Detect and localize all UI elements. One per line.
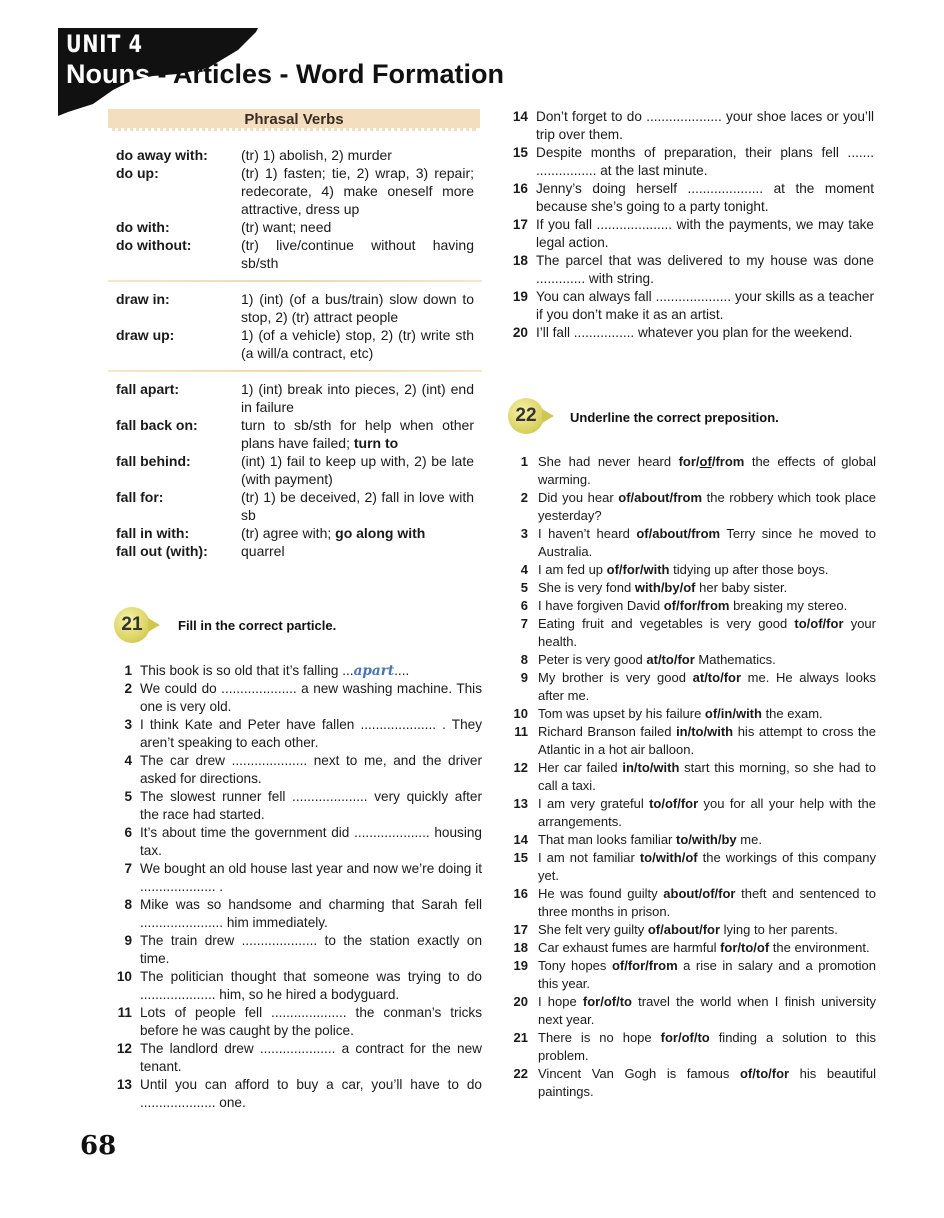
- phrasal-verb-definition: [241, 524, 474, 542]
- item-text-after: start this morning, so she had to call a taxi.: [538, 760, 876, 793]
- item-text: Jenny’s doing herself .................... at the moment because she’s going to a party tonight.: [536, 181, 874, 214]
- item-text: [538, 957, 876, 993]
- underlined-example-answer: of: [699, 454, 712, 469]
- exercise-item: [508, 795, 876, 831]
- exercise-21-list-right: [508, 108, 874, 342]
- item-text: [538, 489, 876, 525]
- exercise-item: [508, 579, 876, 597]
- preposition-options: in/to/with: [622, 760, 680, 775]
- definition-text: 1) (int) (of a bus/train) slow down to stop, 2) (tr) attract people: [241, 291, 474, 325]
- preposition-options: to/with/by: [676, 832, 737, 847]
- item-text-after: the workings of this company yet.: [538, 850, 877, 883]
- preposition-options: of/for/with: [606, 562, 670, 577]
- phrasal-verb-entry: [116, 326, 474, 362]
- item-text-before: Her car failed: [538, 760, 623, 775]
- item-text: Until you can afford to buy a car, you’ll have to do .................... one.: [140, 1077, 482, 1110]
- exercise-item: [114, 1076, 482, 1112]
- definition-text: (tr) live/continue without having sb/sth: [241, 237, 474, 271]
- preposition-options: about/of/for: [663, 886, 736, 901]
- exercise-item: [508, 252, 874, 288]
- item-text: [538, 1065, 876, 1101]
- item-text: The car drew .................... next to me, and the driver asked for directions.: [140, 753, 482, 786]
- item-number: 15: [512, 145, 528, 160]
- preposition-options: of/about/from: [618, 490, 703, 505]
- exercise-item: [508, 849, 876, 885]
- phrasal-verb-entry: [116, 416, 474, 452]
- exercise-item: [508, 1065, 876, 1101]
- item-text: Don’t forget to do .................... your shoe laces or you’ll trip over them.: [536, 109, 874, 142]
- item-text-after: lying to her parents.: [720, 922, 838, 937]
- phrasal-verb-term: do up:: [116, 165, 159, 181]
- item-number: 4: [520, 562, 528, 577]
- item-text: [538, 795, 876, 831]
- item-number: 6: [520, 598, 528, 613]
- item-text-before: My brother is very good: [538, 670, 693, 685]
- item-text-after: me. He always looks after me.: [538, 670, 876, 703]
- exercise-item: [508, 597, 876, 615]
- item-text: [538, 525, 876, 561]
- phrasal-verb-entry: [116, 380, 474, 416]
- exercise-22-badge: 22: [508, 398, 544, 434]
- phrasal-verb-term: fall behind:: [116, 453, 191, 469]
- item-number: 13: [513, 796, 528, 811]
- item-text: [538, 579, 876, 597]
- chapter-title: [66, 59, 504, 90]
- phrasal-verb-definition: [241, 542, 474, 560]
- phrasal-verb-term: do with:: [116, 219, 170, 235]
- item-text-before: He was found guilty: [538, 886, 664, 901]
- item-text-before: I have forgiven David: [538, 598, 664, 613]
- phrasal-verb-entry: [116, 218, 474, 236]
- item-text-before: Richard Branson failed: [538, 724, 677, 739]
- item-text-before: Peter is very good: [538, 652, 647, 667]
- item-text-after: the effects of global warming.: [538, 454, 876, 487]
- definition-text: turn to sb/sth for help when other plans have failed;: [241, 417, 474, 451]
- phrasal-verb-entry: [116, 452, 474, 488]
- item-number: 5: [124, 789, 132, 804]
- item-text: The parcel that was delivered to my house was done ............. with string.: [536, 253, 874, 286]
- exercise-item: [508, 885, 876, 921]
- item-text-after: tidying up after those boys.: [669, 562, 829, 577]
- exercise-item: [508, 615, 876, 651]
- chapter-title-part2: - Articles - Word Formation: [150, 59, 505, 89]
- exercise-item: [508, 1029, 876, 1065]
- definition-text: 1) (int) break into pieces, 2) (int) end in failure: [241, 381, 474, 415]
- definition-text: (tr) agree with;: [241, 525, 336, 541]
- exercise-item: [114, 860, 482, 896]
- item-number: 12: [513, 760, 528, 775]
- definition-text: (int) 1) fail to keep up with, 2) be late (with payment): [241, 453, 474, 487]
- item-number: 20: [512, 325, 528, 340]
- definition-synonym: go along with: [335, 525, 426, 541]
- item-number: 18: [513, 940, 528, 955]
- section-divider: [108, 280, 482, 282]
- preposition-options: of/in/with: [704, 706, 762, 721]
- exercise-item: [508, 705, 876, 723]
- exercise-item: [114, 716, 482, 752]
- item-number: 19: [513, 958, 528, 973]
- exercise-item: [508, 108, 874, 144]
- item-number: 15: [513, 850, 528, 865]
- item-text-after: breaking my stereo.: [729, 598, 848, 613]
- item-text-before: She had never heard: [538, 454, 679, 469]
- phrasal-verb-definition: [241, 290, 474, 326]
- item-number: 3: [124, 717, 132, 732]
- exercise-item: [114, 752, 482, 788]
- item-text: [538, 651, 876, 669]
- preposition-options: of/about/from: [636, 526, 721, 541]
- item-text-after: your health.: [538, 616, 876, 649]
- item-text-after: you for all your help with the arrangements.: [538, 796, 876, 829]
- exercise-item: [114, 824, 482, 860]
- item-text: I’ll fall ................ whatever you plan for the weekend.: [536, 325, 853, 340]
- exercise-item: [508, 759, 876, 795]
- phrasal-verb-definition: [241, 218, 474, 236]
- phrasal-verb-term: fall back on:: [116, 417, 198, 433]
- exercise-item: [508, 216, 874, 252]
- exercise-item: [508, 651, 876, 669]
- phrasal-verb-definition: [241, 416, 474, 452]
- item-text-after: the environment.: [769, 940, 870, 955]
- item-text: I think Kate and Peter have fallen .................... . They aren’t speaking to each other.: [140, 717, 482, 750]
- item-number: 4: [124, 753, 132, 768]
- item-text: [538, 705, 876, 723]
- preposition-options: of/about/for: [647, 922, 721, 937]
- exercise-item: [508, 921, 876, 939]
- item-text-after: theft and sentenced to three months in prison.: [538, 886, 876, 919]
- item-text-before: I haven’t heard: [538, 526, 637, 541]
- phrasal-verb-definition: [241, 380, 474, 416]
- phrasal-verb-definition: [241, 488, 474, 524]
- preposition-options: for/of/to: [582, 994, 632, 1009]
- item-number: 9: [520, 670, 528, 685]
- example-answer: apart: [353, 663, 395, 679]
- item-number: 17: [512, 217, 528, 232]
- item-text-before: Tom was upset by his failure: [538, 706, 705, 721]
- item-text-after: the exam.: [761, 706, 823, 721]
- preposition-options: for/to/of: [720, 940, 770, 955]
- item-number: 7: [520, 616, 528, 631]
- item-text: If you fall .................... with the payments, we may take legal action.: [536, 217, 874, 250]
- item-number: 16: [512, 181, 528, 196]
- item-number: 1: [520, 454, 528, 469]
- item-text-before: She felt very guilty: [538, 922, 648, 937]
- exercise-21-list-left: [114, 662, 482, 1112]
- exercise-22-list: [508, 453, 876, 1101]
- item-number: 13: [116, 1077, 132, 1092]
- item-text: [538, 939, 876, 957]
- item-text-before: I am very grateful: [538, 796, 650, 811]
- phrasal-verb-definition: [241, 326, 474, 362]
- item-text-before: I hope: [538, 994, 583, 1009]
- phrasal-verb-entry: [116, 164, 474, 218]
- preposition-options: of/to/for: [739, 1066, 790, 1081]
- item-number: 18: [512, 253, 528, 268]
- preposition-options: of/for/from: [611, 958, 678, 973]
- phrasal-verb-definition: [241, 452, 474, 488]
- item-text: The politician thought that someone was trying to do .................... him, so he hired a bodyguard.: [140, 969, 482, 1002]
- preposition-options: to/with/of: [639, 850, 698, 865]
- item-text-after: Terry since he moved to Australia.: [538, 526, 876, 559]
- item-text-after: the robbery which took place yesterday?: [538, 490, 876, 523]
- item-text-before: There is no hope: [538, 1030, 661, 1045]
- item-number: 14: [513, 832, 528, 847]
- exercise-item: [508, 669, 876, 705]
- item-text: [538, 453, 876, 489]
- exercise-21-badge: 21: [114, 607, 150, 643]
- exercise-item: [508, 489, 876, 525]
- exercise-item: [508, 180, 874, 216]
- exercise-item: [508, 831, 876, 849]
- phrasal-verb-term: fall in with:: [116, 525, 190, 541]
- exercise-item: [114, 1040, 482, 1076]
- item-text-after: his attempt to cross the Atlantic in a hot air balloon.: [538, 724, 876, 757]
- option-text: for/: [678, 454, 700, 469]
- item-number: 5: [520, 580, 528, 595]
- definition-synonym: turn to: [353, 435, 399, 451]
- exercise-item: [114, 788, 482, 824]
- exercise-item: [508, 288, 874, 324]
- exercise-item: [114, 968, 482, 1004]
- exercise-item: [508, 723, 876, 759]
- item-text-before: This book is so old that it’s falling ...: [140, 663, 354, 678]
- phrasal-verb-term: do away with:: [116, 147, 208, 163]
- phrasal-verb-term: do without:: [116, 237, 192, 253]
- item-number: 14: [512, 109, 528, 124]
- item-text-before: Eating fruit and vegetables is very good: [538, 616, 795, 631]
- item-number: 21: [513, 1030, 528, 1045]
- exercise-item: [114, 932, 482, 968]
- exercise-21-instruction: Fill in the correct particle.: [178, 618, 337, 633]
- item-number: 9: [124, 933, 132, 948]
- item-text-before: Did you hear: [538, 490, 619, 505]
- exercise-item: [508, 561, 876, 579]
- item-text: [538, 1029, 876, 1065]
- option-text: /from: [711, 454, 745, 469]
- phrasal-verbs-table: [116, 146, 474, 560]
- item-number: 2: [520, 490, 528, 505]
- item-text: It’s about time the government did .................... housing tax.: [140, 825, 482, 858]
- phrasal-verb-term: draw up:: [116, 327, 175, 343]
- item-number: 8: [124, 897, 132, 912]
- item-text: [140, 662, 482, 680]
- item-number: 11: [117, 1005, 132, 1020]
- item-number: 22: [513, 1066, 528, 1081]
- phrasal-verb-entry: [116, 146, 474, 164]
- unit-label: UNIT 4: [66, 30, 143, 58]
- item-number: 17: [513, 922, 528, 937]
- exercise-item: [508, 957, 876, 993]
- exercise-item: [114, 680, 482, 716]
- item-text: [538, 669, 876, 705]
- item-text: [538, 561, 876, 579]
- definition-text: (tr) 1) be deceived, 2) fall in love with sb: [241, 489, 474, 523]
- definition-text: (tr) 1) fasten; tie, 2) wrap, 3) repair; redecorate, 4) make oneself more attractive, dress up: [241, 165, 474, 217]
- item-number: 19: [512, 289, 528, 304]
- item-text-before: I am fed up: [538, 562, 607, 577]
- section-divider: [108, 370, 482, 372]
- item-number: 2: [124, 681, 132, 696]
- item-text-after: ....: [394, 663, 410, 678]
- exercise-item: [508, 939, 876, 957]
- item-text-before: Car exhaust fumes are harmful: [538, 940, 721, 955]
- phrasal-verb-term: fall apart:: [116, 381, 180, 397]
- exercise-item: [508, 324, 874, 342]
- phrasal-verbs-heading: Phrasal Verbs: [108, 109, 480, 131]
- item-text: Mike was so handsome and charming that Sarah fell ...................... him immediately.: [140, 897, 482, 930]
- item-number: 7: [124, 861, 132, 876]
- phrasal-verb-definition: [241, 236, 474, 272]
- item-text-after: me.: [736, 832, 762, 847]
- item-text: We could do .................... a new washing machine. This one is very old.: [140, 681, 482, 714]
- item-text: Lots of people fell .................... the conman’s tricks before he was caught by the police.: [140, 1005, 482, 1038]
- phrasal-verb-entry: [116, 488, 474, 524]
- item-text: [538, 921, 876, 939]
- item-text: The landlord drew .................... a contract for the new tenant.: [140, 1041, 482, 1074]
- item-text: [538, 831, 876, 849]
- item-number: 3: [520, 526, 528, 541]
- item-text-before: She is very fond: [538, 580, 635, 595]
- definition-text: 1) (of a vehicle) stop, 2) (tr) write sth (a will/a contract, etc): [241, 327, 474, 361]
- preposition-options: in/to/with: [676, 724, 734, 739]
- preposition-options: with/by/of: [634, 580, 696, 595]
- preposition-options: to/of/for: [794, 616, 844, 631]
- item-text-after: a rise in salary and a promotion this year.: [538, 958, 877, 991]
- item-number: 11: [514, 724, 528, 739]
- item-text: Despite months of preparation, their plans fell ....... ................ at the last minute.: [536, 145, 874, 178]
- phrasal-verb-term: fall out (with):: [116, 543, 208, 559]
- item-number: 10: [513, 706, 528, 721]
- exercise-item: [508, 525, 876, 561]
- phrasal-verb-term: fall for:: [116, 489, 164, 505]
- phrasal-verb-entry: [116, 542, 474, 560]
- phrasal-verb-entry: [116, 236, 474, 272]
- item-text-before: Vincent Van Gogh is famous: [538, 1066, 740, 1081]
- phrasal-verb-definition: [241, 164, 474, 218]
- exercise-item: [114, 896, 482, 932]
- preposition-options: [679, 454, 745, 469]
- item-text: [538, 723, 876, 759]
- item-number: 8: [520, 652, 528, 667]
- item-text-after: his beautiful paintings.: [538, 1066, 876, 1099]
- preposition-options: at/to/for: [646, 652, 695, 667]
- item-number: 6: [124, 825, 132, 840]
- phrasal-verb-entry: [116, 524, 474, 542]
- item-number: 10: [116, 969, 132, 984]
- phrasal-verb-entry: [116, 290, 474, 326]
- item-text-after: Mathematics.: [694, 652, 776, 667]
- item-text: The train drew .................... to the station exactly on time.: [140, 933, 482, 966]
- item-text-before: I am not familiar: [538, 850, 640, 865]
- item-text: [538, 993, 876, 1029]
- exercise-item: [114, 1004, 482, 1040]
- item-number: 1: [124, 663, 132, 678]
- item-text: The slowest runner fell .................... very quickly after the race had started.: [140, 789, 482, 822]
- item-text-after: her baby sister.: [695, 580, 788, 595]
- exercise-22-instruction: Underline the correct preposition.: [570, 410, 779, 425]
- item-text-before: That man looks familiar: [538, 832, 676, 847]
- exercise-item: [508, 144, 874, 180]
- preposition-options: for/of/to: [660, 1030, 710, 1045]
- preposition-options: to/of/for: [649, 796, 699, 811]
- item-text-after: travel the world when I finish university next year.: [538, 994, 876, 1027]
- item-number: 16: [513, 886, 528, 901]
- chapter-title-part1: Nouns: [66, 59, 150, 89]
- exercise-item: [508, 993, 876, 1029]
- phrasal-verb-term: draw in:: [116, 291, 170, 307]
- preposition-options: at/to/for: [692, 670, 742, 685]
- exercise-item: [114, 662, 482, 680]
- item-text: [538, 597, 876, 615]
- phrasal-verb-definition: [241, 146, 474, 164]
- item-text: [538, 759, 876, 795]
- exercise-item: [508, 453, 876, 489]
- item-text: [538, 615, 876, 651]
- item-text-before: Tony hopes: [538, 958, 612, 973]
- item-number: 12: [116, 1041, 132, 1056]
- item-text-after: finding a solution to this problem.: [538, 1030, 876, 1063]
- item-text: [538, 849, 876, 885]
- definition-text: (tr) want; need: [241, 219, 332, 235]
- preposition-options: of/for/from: [663, 598, 730, 613]
- page-number: 68: [80, 1131, 117, 1161]
- definition-text: quarrel: [241, 543, 285, 559]
- item-text: You can always fall .................... your skills as a teacher if you don’t make it as an artist.: [536, 289, 874, 322]
- definition-text: (tr) 1) abolish, 2) murder: [241, 147, 392, 163]
- item-number: 20: [513, 994, 528, 1009]
- item-text: [538, 885, 876, 921]
- item-text: We bought an old house last year and now we’re doing it .................... .: [140, 861, 482, 894]
